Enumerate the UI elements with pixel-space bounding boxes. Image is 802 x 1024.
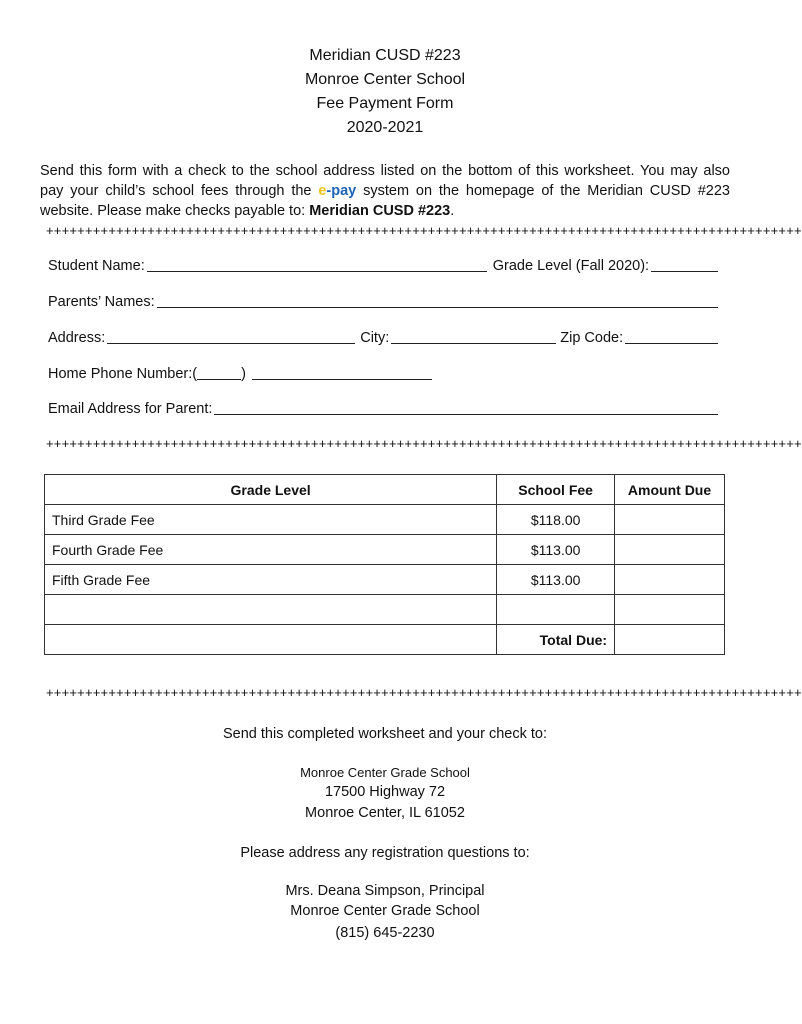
table-row bbox=[45, 595, 725, 625]
instructions-text: pay your child’s school fees through the bbox=[40, 183, 319, 199]
total-due-label: Total Due: bbox=[497, 625, 615, 655]
zip-label: Zip Code: bbox=[560, 330, 624, 346]
grade-level-header: Grade Level bbox=[45, 475, 497, 505]
questions-instruction: Please address any registration questions to: bbox=[240, 845, 530, 861]
school-year: 2020-2021 bbox=[346, 119, 424, 136]
instructions-line-1: Send this form with a check to the school address listed on the bottom of this worksheet. You may also bbox=[40, 163, 730, 179]
student-name-label: Student Name: bbox=[48, 258, 145, 274]
table-row bbox=[45, 505, 725, 535]
send-to-instruction: Send this completed worksheet and your check to: bbox=[222, 726, 547, 742]
total-due-cell[interactable] bbox=[615, 625, 725, 655]
address-label: Address: bbox=[48, 330, 106, 346]
epay-e: e bbox=[318, 183, 327, 199]
total-empty-cell bbox=[45, 625, 497, 655]
phone-row bbox=[48, 366, 720, 382]
instructions-line-2 bbox=[40, 181, 730, 201]
instructions-paragraph bbox=[40, 161, 730, 221]
table-row bbox=[45, 565, 725, 595]
grade-cell bbox=[45, 595, 497, 625]
grade-level-field[interactable] bbox=[651, 259, 718, 272]
city-field[interactable] bbox=[391, 331, 556, 344]
payable-to: Meridian CUSD #223 bbox=[309, 203, 451, 219]
mailing-city-state-zip: Monroe Center, IL 61052 bbox=[305, 805, 465, 821]
amount-due-cell[interactable] bbox=[615, 595, 725, 625]
school-name: Monroe Center School bbox=[304, 71, 466, 88]
fee-cell: $118.00 bbox=[497, 505, 615, 535]
epay-link[interactable]: -pay bbox=[326, 183, 357, 199]
fee-cell: $113.00 bbox=[497, 535, 615, 565]
email-field[interactable] bbox=[214, 402, 718, 415]
fee-cell bbox=[497, 595, 615, 625]
student-name-field[interactable] bbox=[147, 259, 487, 272]
instructions-line-3 bbox=[40, 201, 730, 221]
address-row bbox=[48, 330, 720, 346]
instructions-text: system on the homepage of the Meridian CUSD #223 bbox=[356, 183, 730, 199]
home-phone-label: Home Phone Number:( bbox=[48, 366, 198, 382]
zip-field[interactable] bbox=[625, 331, 718, 344]
email-label: Email Address for Parent: bbox=[48, 401, 213, 417]
separator-line: +++++++++++++++++++++++++++++++++++++++++++++++++++++++++++++++++++++++++++++++++++++++++++++++++ bbox=[46, 685, 802, 700]
grade-level-label: Grade Level (Fall 2020): bbox=[492, 258, 650, 274]
separator-line: +++++++++++++++++++++++++++++++++++++++++++++++++++++++++++++++++++++++++++++++++++++++++++++++++ bbox=[46, 223, 802, 238]
contact-name: Mrs. Deana Simpson, Principal bbox=[285, 883, 485, 899]
table-row bbox=[45, 535, 725, 565]
email-row bbox=[48, 401, 720, 417]
home-phone-close: ) bbox=[241, 366, 246, 382]
amount-due-header: Amount Due bbox=[615, 475, 725, 505]
parents-names-label: Parents’ Names: bbox=[48, 294, 155, 310]
separator-line: +++++++++++++++++++++++++++++++++++++++++++++++++++++++++++++++++++++++++++++++++++++++++++++++++ bbox=[46, 436, 802, 451]
area-code-field[interactable] bbox=[197, 367, 241, 380]
home-phone-field[interactable] bbox=[252, 367, 432, 380]
instructions-text: . bbox=[450, 203, 455, 219]
grade-cell: Third Grade Fee bbox=[45, 505, 497, 535]
city-label: City: bbox=[360, 330, 390, 346]
form-title: Fee Payment Form bbox=[316, 95, 454, 112]
contact-phone: (815) 645-2230 bbox=[335, 925, 435, 941]
fee-table bbox=[44, 474, 725, 655]
total-row bbox=[45, 625, 725, 655]
mailing-school-name: Monroe Center Grade School bbox=[300, 765, 470, 780]
parents-names-field[interactable] bbox=[157, 295, 718, 308]
parents-names-row bbox=[48, 294, 720, 310]
amount-due-cell[interactable] bbox=[615, 505, 725, 535]
fee-cell: $113.00 bbox=[497, 565, 615, 595]
grade-cell: Fifth Grade Fee bbox=[45, 565, 497, 595]
address-field[interactable] bbox=[107, 331, 355, 344]
student-name-row bbox=[48, 258, 720, 274]
amount-due-cell[interactable] bbox=[615, 535, 725, 565]
table-header-row bbox=[45, 475, 725, 505]
school-fee-header: School Fee bbox=[497, 475, 615, 505]
contact-school: Monroe Center Grade School bbox=[290, 903, 480, 919]
mailing-street: 17500 Highway 72 bbox=[324, 784, 446, 800]
grade-cell: Fourth Grade Fee bbox=[45, 535, 497, 565]
district-name: Meridian CUSD #223 bbox=[309, 47, 461, 64]
amount-due-cell[interactable] bbox=[615, 565, 725, 595]
instructions-text: website. Please make checks payable to: bbox=[40, 203, 310, 219]
